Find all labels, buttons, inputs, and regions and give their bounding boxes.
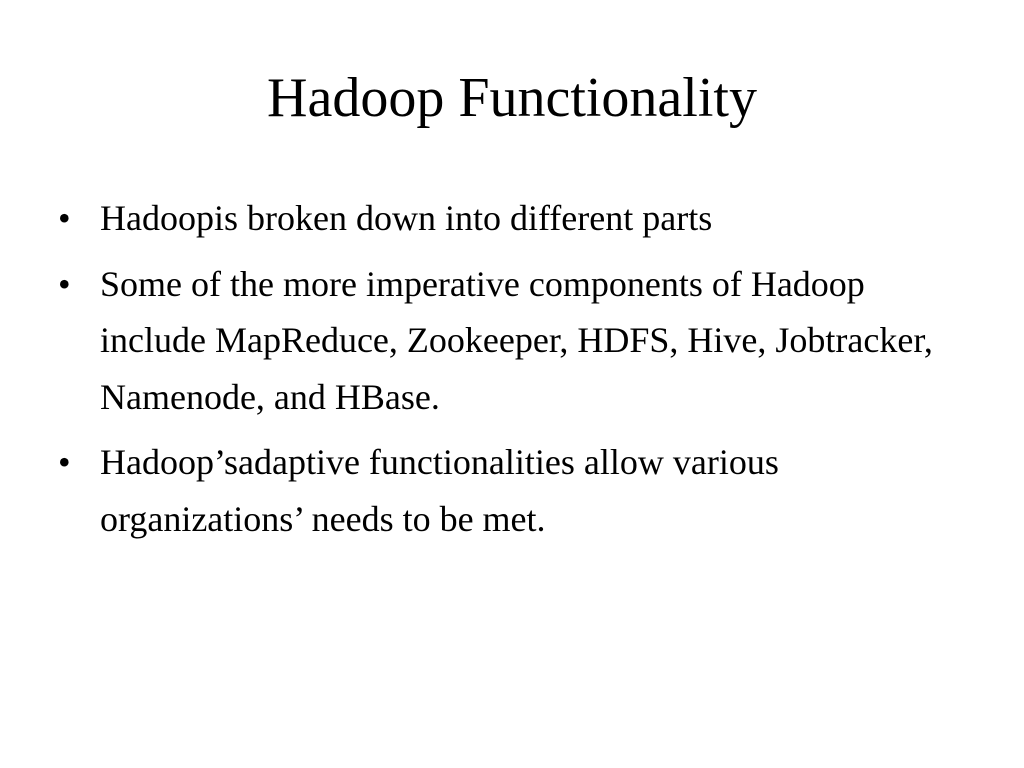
bullet-item: [58, 190, 978, 247]
bullet-text: Hadoop’sadaptive functionalities allow various organizations’ needs to be met.: [100, 442, 779, 539]
bullet-text: Some of the more imperative components of Hadoop include MapReduce, Zookeeper, HDFS, Hive, Jobtracker, Namenode, and HBase.: [100, 263, 933, 417]
bullet-text: Hadoopis broken down into different parts: [100, 198, 713, 238]
bullet-list: [58, 190, 978, 556]
bullet-item: [58, 256, 978, 426]
bullet-icon: •: [58, 198, 71, 238]
bullet-item: [58, 434, 978, 547]
slide-title: Hadoop Functionality: [267, 67, 757, 129]
bullet-icon: •: [58, 263, 71, 304]
bullet-icon: •: [58, 442, 71, 482]
